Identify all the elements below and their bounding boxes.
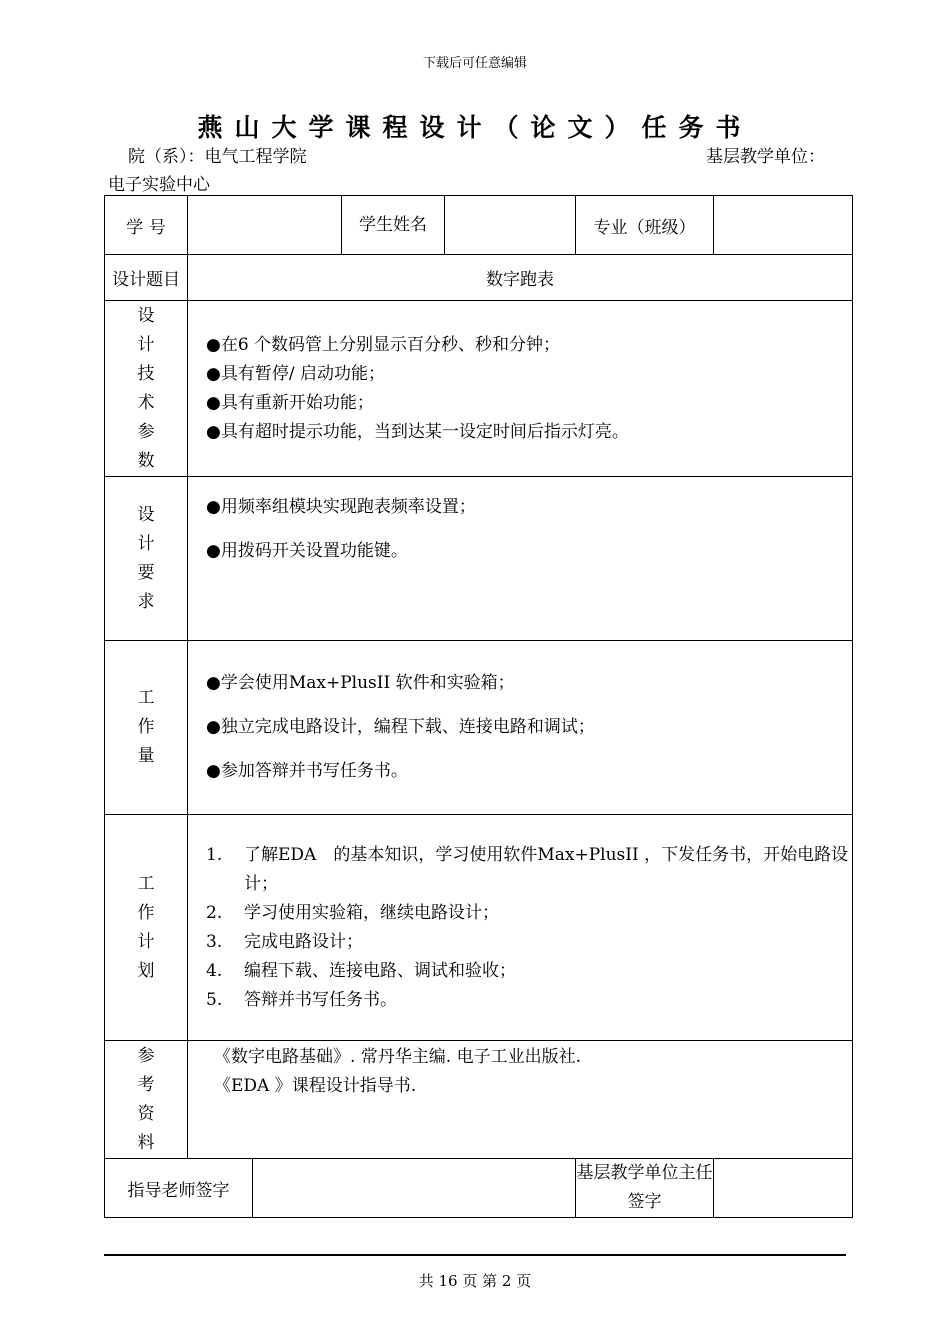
refs-label-char: 料 [137,1132,155,1153]
plan-label-char: 划 [137,960,155,981]
requirements-label-char: 要 [137,562,155,583]
refs-item: 《数字电路基础》. 常丹华主编. 电子工业出版社. [214,1047,582,1067]
workload-item: ●独立完成电路设计，编程下载、连接电路和调试； [206,717,595,737]
header-note: 下载后可任意编辑 [422,56,527,71]
plan-item [206,841,850,899]
plan-item-number: 1. [206,844,223,865]
plan-item [206,957,850,986]
plan-label-char: 工 [137,873,155,894]
plan-item-text: 完成电路设计； [244,931,363,952]
plan-label-char: 计 [137,931,155,952]
student-name-label: 学生姓名 [342,196,445,255]
document-title: 燕山大学课程设计（论文）任务书 [197,113,753,142]
director-signature-field [714,1159,853,1218]
student-id-label: 学 号 [105,196,188,255]
task-table [104,195,853,1218]
params-item: ●在6 个数码管上分别显示百分秒、秒和分钟； [206,334,561,355]
workload-label-char: 工 [137,688,155,708]
plan-item-number: 3. [206,931,223,952]
params-item: ●具有暂停/ 启动功能； [206,363,385,384]
page-footer: 共 16 页 第 2 页 [418,1272,532,1290]
major-label: 专业（班级） [576,196,714,255]
major-field [714,196,853,255]
params-label-char: 计 [137,334,155,355]
requirements-item: ●用拨码开关设置功能键。 [206,541,408,561]
workload-item: ●参加答辩并书写任务书。 [206,761,408,781]
params-label-char: 参 [137,421,155,442]
plan-item-text: 了解EDA 的基本知识，学习使用软件Max+PlusII ，下发任务书，开始电路设计； [244,844,849,894]
params-label [105,301,188,477]
params-item: ●具有重新开始功能； [206,392,374,413]
refs-label [105,1041,188,1159]
plan-item-text: 编程下载、连接电路、调试和验收； [244,960,516,981]
workload-label-char: 作 [137,717,155,737]
topic-value: 数字跑表 [188,255,853,301]
plan-item-number: 2. [206,902,223,923]
workload-label [105,641,188,815]
plan-label [105,815,188,1041]
params-label-char: 设 [137,305,155,326]
plan-item-text: 学习使用实验箱，继续电路设计； [244,902,499,923]
plan-item [206,928,850,957]
requirements-item: ●用频率组模块实现跑表频率设置； [206,497,476,517]
refs-label-char: 资 [137,1103,155,1124]
params-label-char: 数 [137,450,155,471]
requirements-label-char: 求 [137,591,155,612]
department-label: 院（系）：电气工程学院 [128,147,307,167]
plan-list [188,841,850,1015]
requirements-label-char: 设 [137,504,155,525]
params-label-char: 术 [137,392,155,413]
director-signature-label: 基层教学单位主任签字 [576,1159,714,1218]
refs-label-char: 参 [137,1045,155,1066]
plan-item-number: 4. [206,960,223,981]
advisor-signature-label: 指导老师签字 [105,1159,253,1218]
plan-item [206,899,850,928]
unit-value: 电子实验中心 [108,175,210,195]
plan-item [206,986,850,1015]
refs-content [188,1041,853,1159]
requirements-label-char: 计 [137,533,155,554]
footer-divider [104,1254,846,1256]
refs-label-char: 考 [137,1074,155,1095]
params-item: ●具有超时提示功能，当到达某一设定时间后指示灯亮。 [206,421,629,442]
plan-content [188,815,853,1041]
requirements-content [188,477,853,641]
advisor-signature-field [253,1159,576,1218]
unit-label: 基层教学单位： [706,147,825,167]
workload-item: ●学会使用Max+PlusII 软件和实验箱； [206,673,515,693]
refs-item: 《EDA 》课程设计指导书. [214,1076,417,1096]
plan-item-text: 答辩并书写任务书。 [244,989,397,1010]
plan-item-number: 5. [206,989,223,1010]
topic-label: 设计题目 [105,255,188,301]
params-label-char: 技 [137,363,155,384]
workload-label-char: 量 [137,746,155,766]
params-content [188,301,853,477]
workload-content [188,641,853,815]
requirements-label [105,477,188,641]
student-name-field [445,196,576,255]
student-id-field [188,196,342,255]
plan-label-char: 作 [137,902,155,923]
